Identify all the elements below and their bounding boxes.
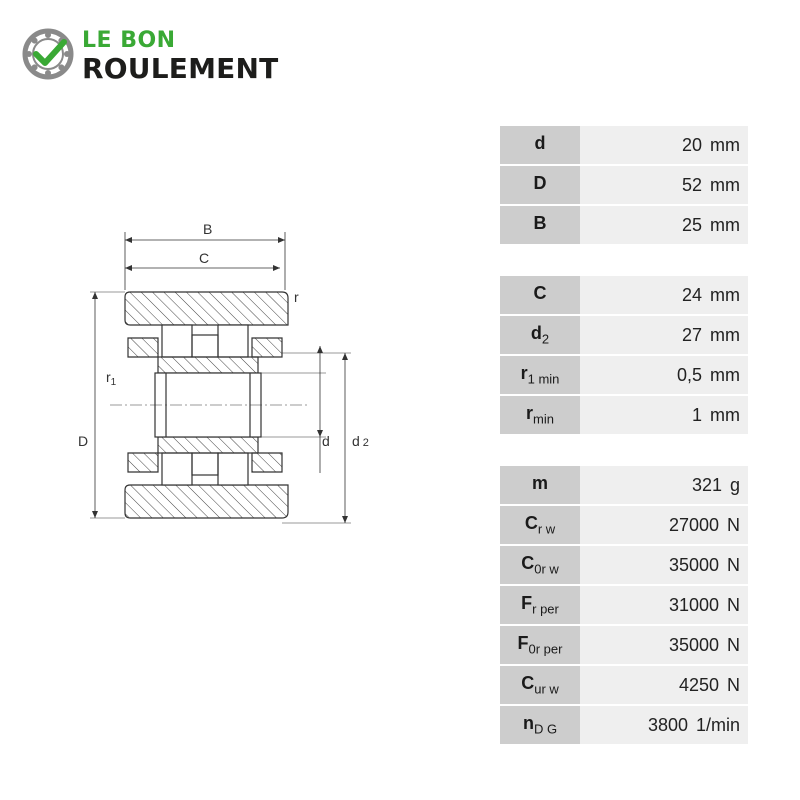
spec-row-frper: $F_{r per}$ 31000 N: [500, 585, 748, 625]
spec-row-c0rw: $C_{0r w}$ 35000 N: [500, 545, 748, 585]
label-D: D: [78, 433, 89, 449]
logo-text-line1: LE BON: [82, 28, 176, 53]
label-d: d: [322, 433, 330, 449]
spec-row-ndg: $n_{D G}$ 3800 1/min: [500, 705, 748, 745]
label-C: C: [199, 250, 210, 266]
spec-row-crw: $C_{r w}$ 27000 N: [500, 505, 748, 545]
spec-gap: [500, 435, 748, 465]
spec-gap: [500, 245, 748, 275]
label-r1: $r_1$: [106, 369, 117, 388]
spec-row-D: D 52 mm: [500, 165, 748, 205]
spec-row-r1min: $r_{1 min}$ 0,5 mm: [500, 355, 748, 395]
label-r: r: [294, 289, 299, 305]
spec-row-d2: $d_2$ 27 mm: [500, 315, 748, 355]
spec-row-B: B 25 mm: [500, 205, 748, 245]
spec-row-C: C 24 mm: [500, 275, 748, 315]
brand-logo: [22, 26, 302, 86]
logo-text-line2: ROULEMENT: [82, 52, 279, 85]
spec-row-m: m 321 g: [500, 465, 748, 505]
spec-row-f0rper: $F_{0r per}$ 35000 N: [500, 625, 748, 665]
bearing-check-icon: [22, 28, 74, 80]
label-d2: d 2: [352, 433, 369, 449]
spec-table: [500, 126, 748, 746]
spec-row-curw: $C_{ur w}$ 4250 N: [500, 665, 748, 705]
label-B: B: [203, 221, 213, 237]
spec-row-d: d 20 mm: [500, 126, 748, 165]
spec-row-rmin: $r_{min}$ 1 mm: [500, 395, 748, 435]
bearing-drawing: [70, 210, 390, 600]
